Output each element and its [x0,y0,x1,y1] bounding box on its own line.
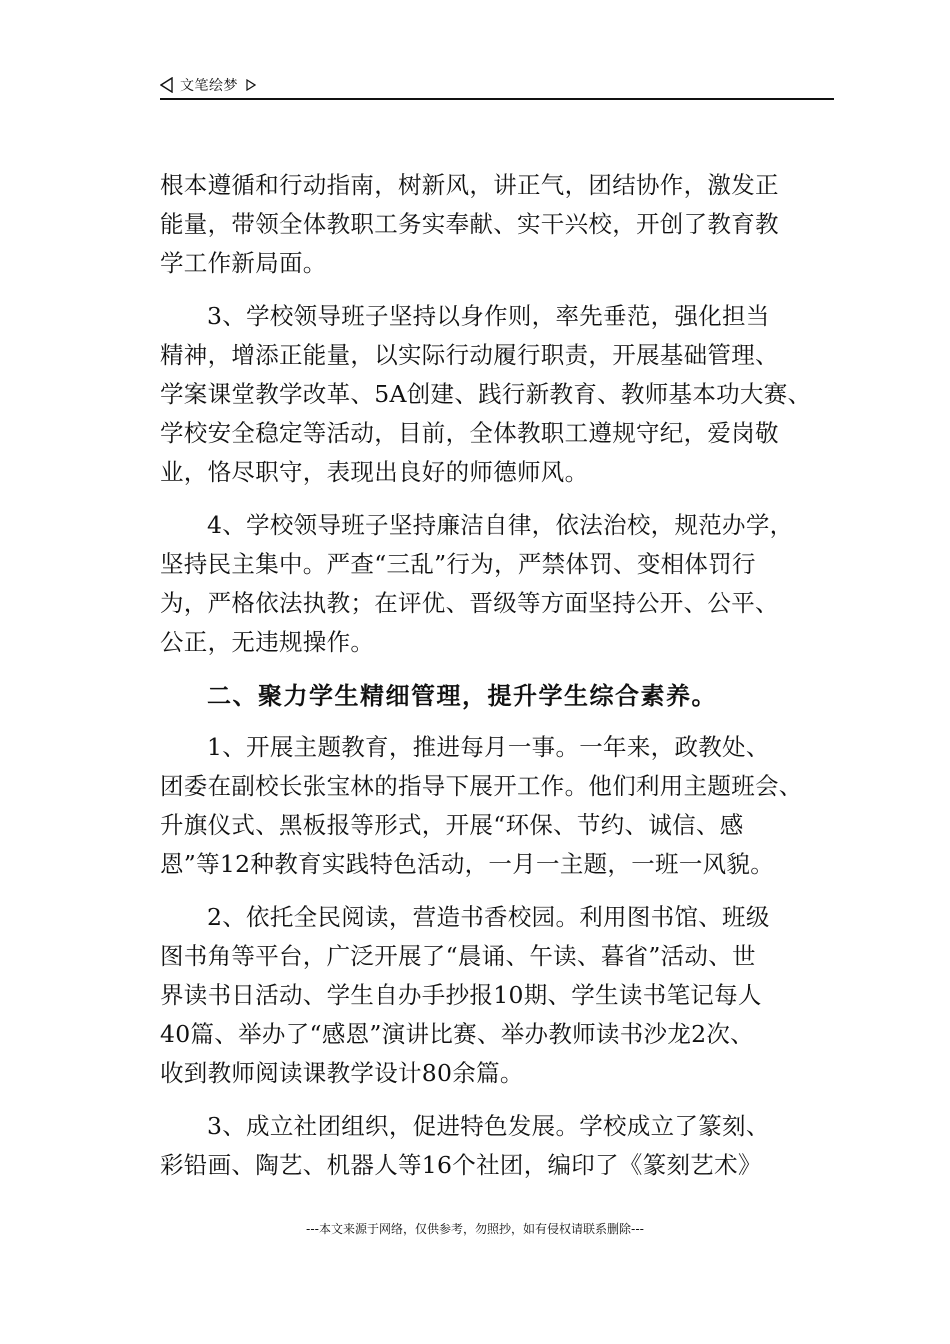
paragraph-continued [160,166,850,283]
header-row [160,74,256,96]
section-heading: 二、聚力学生精细管理，提升学生综合素养。 [207,682,717,710]
text-line: 40篇、举办了“感恩”演讲比赛、举办教师读书沙龙2次、 [160,1020,754,1048]
triangle-left-icon [160,77,174,93]
text-line: 能量，带领全体教职工务实奉献、实干兴校，开创了教育教 [160,210,779,238]
triangle-right-icon [246,79,256,91]
header-title: 文笔绘梦 [180,78,238,94]
text-line: 收到教师阅读课教学设计80余篇。 [160,1059,524,1087]
text-line: 业，恪尽职守，表现出良好的师德师风。 [160,458,589,486]
page-footer: ---本文来源于网络，仅供参考，勿照抄，如有侵权请联系删除--- [306,1222,644,1236]
text-line: 图书角等平台，广泛开展了“晨诵、午读、暮省”活动、世 [160,942,756,970]
text-line: 界读书日活动、学生自办手抄报10期、学生读书笔记每人 [160,981,762,1009]
paragraph-3 [160,297,850,492]
paragraph-theme-education [160,728,850,884]
text-line: 恩”等12种教育实践特色活动，一月一主题，一班一风貌。 [160,850,775,878]
text-line: 2、依托全民阅读，营造书香校园。利用图书馆、班级 [207,903,770,931]
text-line: 1、开展主题教育，推进每月一事。一年来，政教处、 [207,733,770,761]
text-line: 3、成立社团组织，促进特色发展。学校成立了篆刻、 [207,1112,770,1140]
text-line: 学案课堂教学改革、5A创建、践行新教育、教师基本功大赛、 [160,380,812,408]
text-line: 4、学校领导班子坚持廉洁自律，依法治校，规范办学， [207,511,794,539]
text-line: 学工作新局面。 [160,249,327,277]
page-header [160,74,834,100]
document-body [160,166,850,1199]
text-line: 坚持民主集中。严查“三乱”行为，严禁体罚、变相体罚行 [160,550,756,578]
paragraph-clubs [160,1107,850,1185]
text-line: 彩铅画、陶艺、机器人等16个社团，编印了《篆刻艺术》 [160,1151,762,1179]
text-line: 公正，无违规操作。 [160,628,375,656]
paragraph-4 [160,506,850,662]
text-line: 团委在副校长张宝林的指导下展开工作。他们利用主题班会、 [160,772,803,800]
text-line: 根本遵循和行动指南，树新风，讲正气，团结协作，激发正 [160,171,779,199]
text-line: 精神，增添正能量，以实际行动履行职责，开展基础管理、 [160,341,779,369]
text-line: 为，严格依法执教；在评优、晋级等方面坚持公开、公平、 [160,589,779,617]
text-line: 升旗仪式、黑板报等形式，开展“环保、节约、诚信、感 [160,811,744,839]
text-line: 学校安全稳定等活动，目前，全体教职工遵规守纪，爱岗敬 [160,419,779,447]
paragraph-reading [160,898,850,1093]
text-line: 3、学校领导班子坚持以身作则，率先垂范，强化担当 [207,302,770,330]
